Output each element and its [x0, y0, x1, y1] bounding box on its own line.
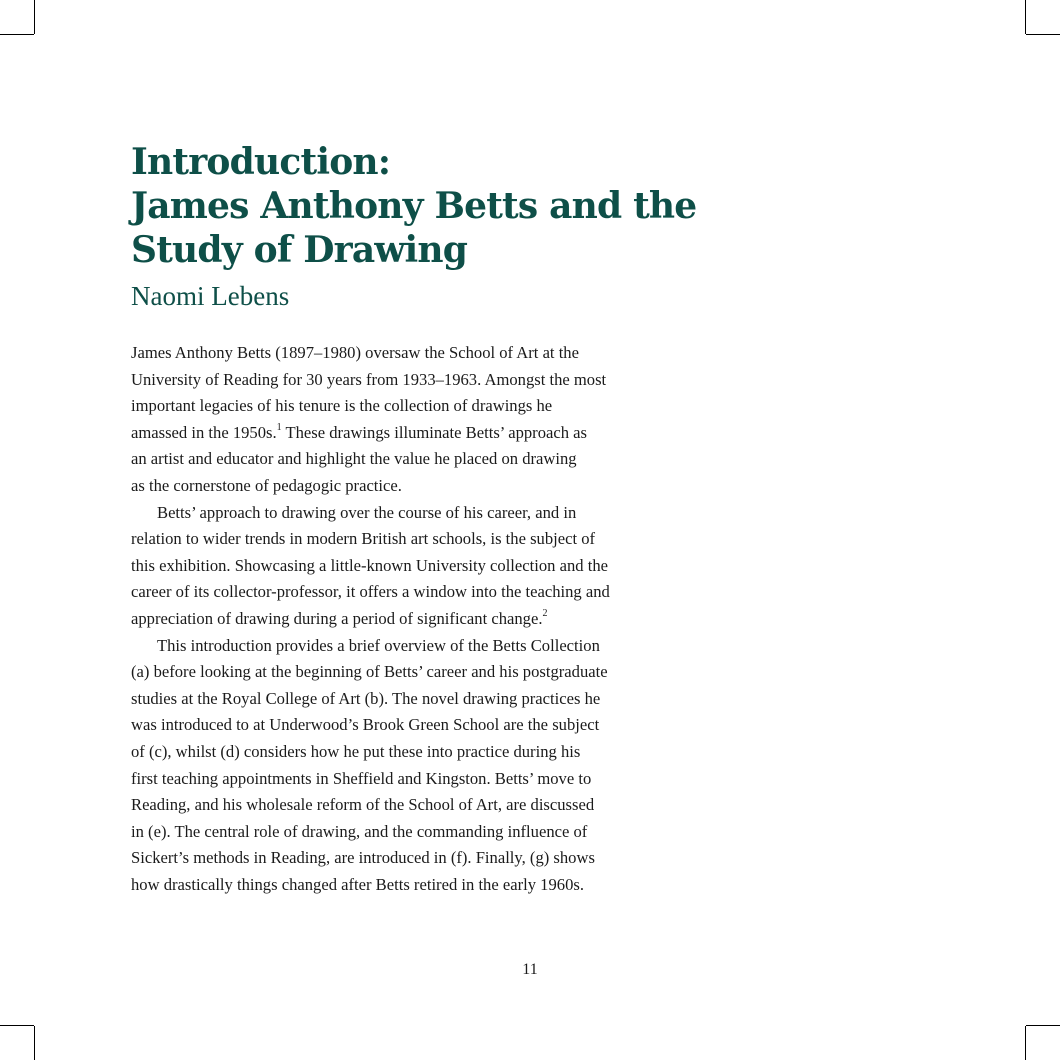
- text-line: in (e). The central role of drawing, and the commanding influence of: [131, 821, 588, 841]
- text-line: as the cornerstone of pedagogic practice.: [131, 475, 402, 495]
- author-name: Naomi Lebens: [131, 281, 290, 311]
- paragraph-3: [131, 633, 671, 899]
- paragraph-2: [131, 500, 671, 633]
- text-segment: amassed in the 1950s.: [131, 422, 277, 442]
- text-segment: appreciation of drawing during a period of significant change.: [131, 608, 543, 628]
- text-line: this exhibition. Showcasing a little-known University collection and the: [131, 555, 608, 575]
- chapter-title-line: Study of Drawing: [131, 229, 468, 271]
- paragraph-1: [131, 340, 671, 500]
- text-line: first teaching appointments in Sheffield and Kingston. Betts’ move to: [131, 768, 592, 788]
- text-line: career of its collector-professor, it offers a window into the teaching and: [131, 582, 610, 602]
- text-line: Sickert’s methods in Reading, are introduced in (f). Finally, (g) shows: [131, 848, 595, 868]
- crop-mark-bottom-right-vertical: [1025, 1026, 1026, 1060]
- text-line: important legacies of his tenure is the collection of drawings he: [131, 396, 553, 416]
- page-number: 11: [522, 961, 538, 978]
- text-line: Betts’ approach to drawing over the course of his career, and in: [157, 502, 577, 522]
- chapter-title: [131, 140, 696, 272]
- text-line: (a) before looking at the beginning of Betts’ career and his postgraduate: [131, 662, 608, 682]
- crop-mark-bottom-right-horizontal: [1026, 1025, 1060, 1026]
- crop-mark-bottom-left-vertical: [34, 1026, 35, 1060]
- chapter-title-line: James Anthony Betts and the: [131, 185, 697, 227]
- text-segment: These drawings illuminate Betts’ approach as: [281, 422, 588, 442]
- text-line: of (c), whilst (d) considers how he put these into practice during his: [131, 741, 581, 761]
- text-line: This introduction provides a brief overview of the Betts Collection: [157, 635, 600, 655]
- text-line: University of Reading for 30 years from 1933–1963. Amongst the most: [131, 369, 607, 389]
- text-line: James Anthony Betts (1897–1980) oversaw the School of Art at the: [131, 343, 579, 362]
- text-line: relation to wider trends in modern British art schools, is the subject of: [131, 529, 596, 549]
- text-line: an artist and educator and highlight the value he placed on drawing: [131, 449, 577, 469]
- text-line: [131, 420, 671, 447]
- crop-mark-top-right-horizontal: [1026, 34, 1060, 35]
- crop-mark-top-left-horizontal: [0, 34, 34, 35]
- text-line: [131, 606, 671, 633]
- footnote-marker-1[interactable]: 1: [276, 422, 282, 434]
- crop-mark-top-right-vertical: [1025, 0, 1026, 34]
- text-line: Reading, and his wholesale reform of the School of Art, are discussed: [131, 795, 595, 815]
- crop-mark-bottom-left-horizontal: [0, 1025, 34, 1026]
- text-line: how drastically things changed after Betts retired in the early 1960s.: [131, 874, 584, 894]
- footnote-marker-2[interactable]: 2: [542, 608, 548, 620]
- crop-mark-top-left-vertical: [34, 0, 35, 34]
- body-text: [131, 340, 671, 898]
- chapter-title-line: Introduction:: [131, 141, 391, 183]
- text-line: studies at the Royal College of Art (b). The novel drawing practices he: [131, 688, 601, 708]
- text-line: was introduced to at Underwood’s Brook Green School are the subject: [131, 715, 600, 735]
